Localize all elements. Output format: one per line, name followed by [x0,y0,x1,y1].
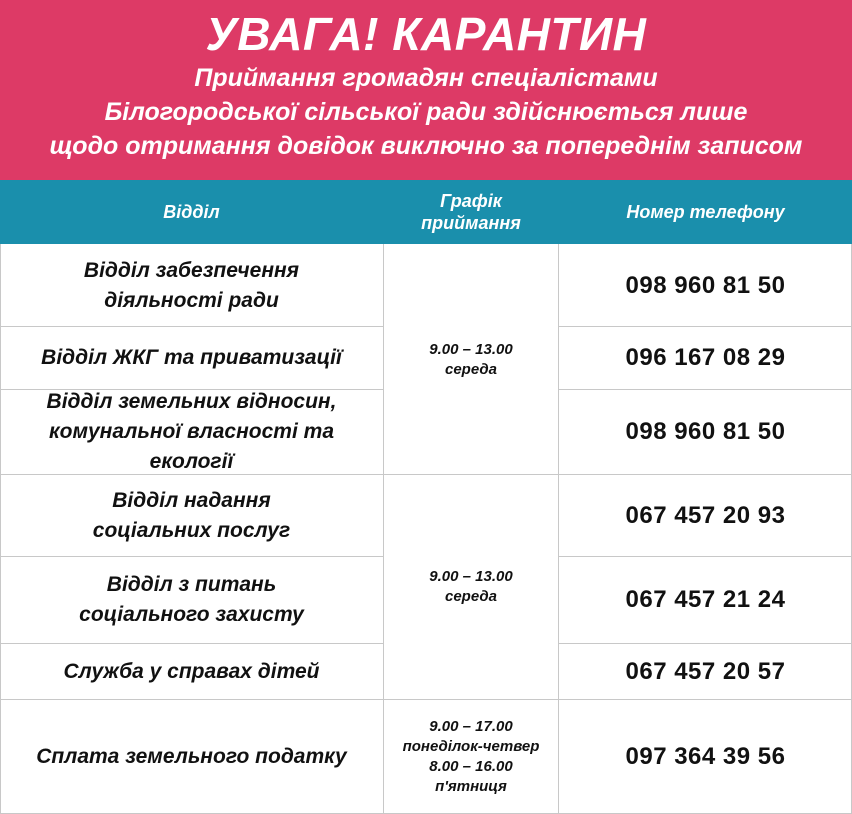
table-row-phone: 067 457 21 24 [625,586,786,613]
schedule-line: п'ятниця [435,777,507,795]
schedule-cell [383,245,559,474]
table-row-department [0,557,383,643]
table-row-phone: 097 364 39 56 [625,742,786,770]
department-line: Відділ надання [112,488,271,512]
department-line: соціального захисту [79,603,304,626]
notice-subtitle-line-1: Приймання громадян спеціалістами [194,64,658,92]
department-line: Відділ з питань [106,573,277,596]
department-line: Відділ земельних відносин, [46,390,337,413]
schedule-line: 9.00 – 13.00 [429,340,513,358]
notice-title: УВАГА! КАРАНТИН [205,8,647,60]
schedule-cell [383,700,559,813]
schedule-line: понеділок-четвер [402,737,540,755]
column-header-schedule [383,180,559,244]
schedule-cell [383,475,559,699]
table-row-department [0,245,383,326]
column-header-schedule-line: Графік [440,191,502,211]
table-row-phone: 098 960 81 50 [625,418,786,445]
department-line: Відділ забезпечення [83,258,300,282]
department-line: діяльності ради [104,288,279,312]
schedule-line: 9.00 – 17.00 [429,717,513,735]
table-row-phone: 096 167 08 29 [625,344,786,371]
schedule-line: середа [445,588,497,605]
table-row-department [0,475,383,556]
notice-subtitle-line-2: Білогородської сільської ради здійснюється лише [104,98,748,126]
schedule-line: 9.00 – 13.00 [429,568,513,585]
table-row-phone: 067 457 20 93 [625,501,786,529]
column-header-department: Відділ [163,202,220,222]
schedule-line: середа [445,360,497,378]
table-row-department: Відділ ЖКГ та приватизації [41,346,342,369]
column-header-schedule-line: приймання [421,213,521,233]
department-line: соціальних послуг [92,518,291,542]
table-row-phone: 098 960 81 50 [625,271,786,299]
table-row-phone: 067 457 20 57 [625,657,786,685]
schedule-line: 8.00 – 16.00 [429,757,513,775]
header-banner [0,0,852,180]
table-row-department [0,390,383,474]
notice-subtitle-line-3: щодо отримання довідок виключно за попереднім записом [49,132,803,160]
table-row-department: Сплата земельного податку [36,744,347,768]
column-header-phone: Номер телефону [626,202,785,222]
table-header [0,180,852,244]
department-line: комунальної власності та екології [48,420,334,473]
table-row-department: Служба у справах дітей [63,659,320,683]
